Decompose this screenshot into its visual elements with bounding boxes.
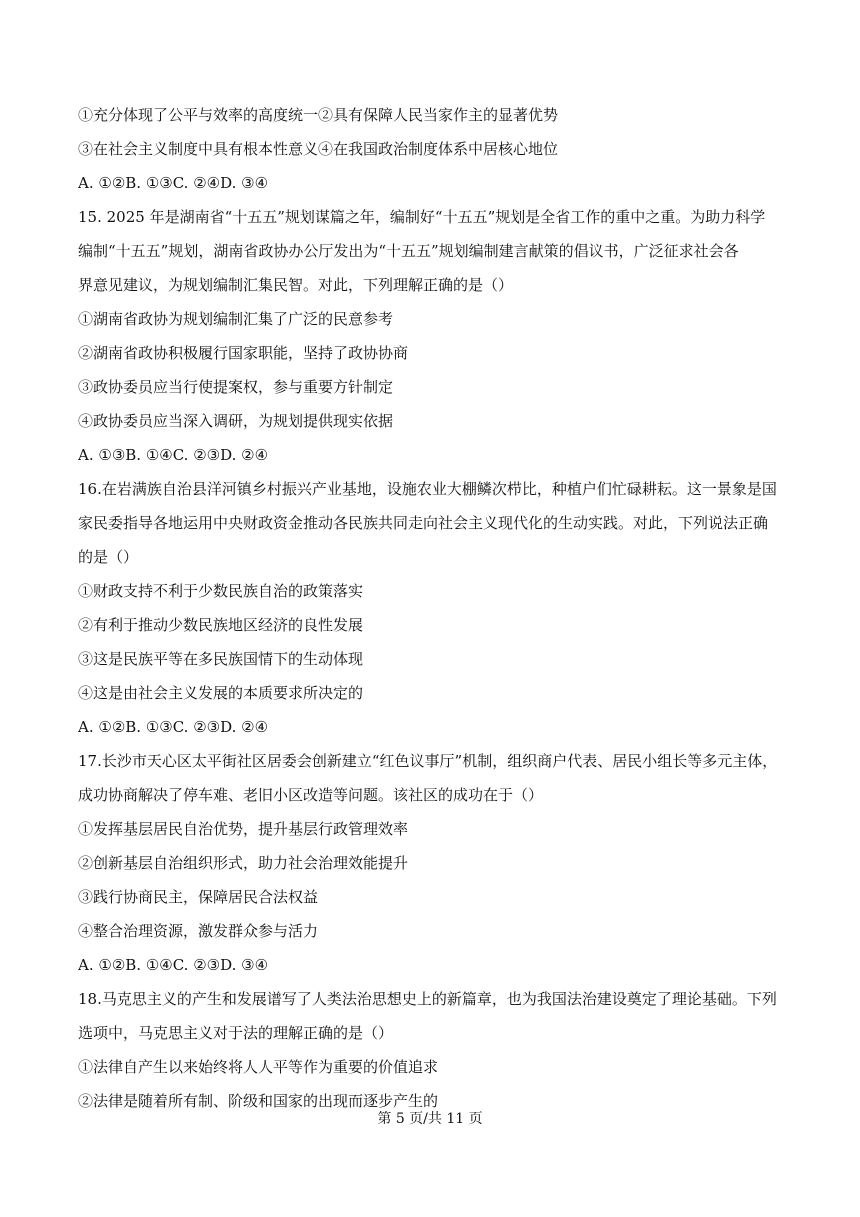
option-item: ②有利于推动少数民族地区经济的良性发展	[78, 616, 364, 634]
option-item: ①财政支持不利于少数民族自治的政策落实	[78, 582, 364, 600]
question-stem: 的是（）	[78, 548, 139, 566]
question-16	[78, 472, 784, 744]
question-stem: 成功协商解决了停车难、老旧小区改造等问题。该社区的成功在于（）	[78, 786, 544, 804]
question-stem: 18.马克思主义的产生和发展谱写了人类法治思想史上的新篇章，也为我国法治建设奠定了理论基础。下列	[78, 990, 777, 1008]
page-content	[78, 98, 784, 1118]
question-18	[78, 982, 784, 1118]
option-item: ②湖南省政协积极履行国家职能，坚持了政协协商	[78, 344, 409, 362]
question-stem: 家民委指导各地运用中央财政资金推动各民族共同走向社会主义现代化的生动实践。对此，下列说法正确	[78, 514, 769, 532]
question-stem: 15. 2025 年是湖南省“十五五”规划谋篇之年，编制好“十五五”规划是全省工作的重中之重。为助力科学	[78, 208, 766, 226]
option-item: ②创新基层自治组织形式，助力社会治理效能提升	[78, 854, 409, 872]
option-item: ③政协委员应当行使提案权，参与重要方针制定	[78, 378, 394, 396]
answer-choices: A. ①②B. ①④C. ②③D. ③④	[78, 956, 269, 974]
question-14-continuation	[78, 98, 784, 200]
option-line: ③在社会主义制度中具有根本性意义④在我国政治制度体系中居核心地位	[78, 140, 559, 158]
answer-choices: A. ①②B. ①③C. ②③D. ②④	[78, 718, 269, 736]
option-item: ④这是由社会主义发展的本质要求所决定的	[78, 684, 364, 702]
option-item: ②法律是随着所有制、阶级和国家的出现而逐步产生的	[78, 1092, 439, 1110]
question-stem: 选项中，马克思主义对于法的理解正确的是（）	[78, 1024, 394, 1042]
answer-choices: A. ①②B. ①③C. ②④D. ③④	[78, 174, 269, 192]
option-line: ①充分体现了公平与效率的高度统一②具有保障人民当家作主的显著优势	[78, 106, 559, 124]
option-item: ①湖南省政协为规划编制汇集了广泛的民意参考	[78, 310, 394, 328]
option-item: ①法律自产生以来始终将人人平等作为重要的价值追求	[78, 1058, 439, 1076]
question-stem: 16.在岩满族自治县洋河镇乡村振兴产业基地，设施农业大棚鳞次栉比，种植户们忙碌耕耘。这一景象是国	[78, 480, 777, 498]
question-stem: 界意见建议，为规划编制汇集民智。对此，下列理解正确的是（）	[78, 276, 514, 294]
option-item: ④政协委员应当深入调研，为规划提供现实依据	[78, 412, 394, 430]
question-stem: 编制“十五五”规划，湖南省政协办公厅发出为“十五五”规划编制建言献策的倡议书，广泛征求社会各	[78, 242, 739, 260]
option-item: ③这是民族平等在多民族国情下的生动体现	[78, 650, 364, 668]
option-item: ④整合治理资源，激发群众参与活力	[78, 922, 319, 940]
page-number: 第 5 页/共 11 页	[377, 1111, 483, 1127]
option-item: ①发挥基层居民自治优势，提升基层行政管理效率	[78, 820, 409, 838]
answer-choices: A. ①③B. ①④C. ②③D. ②④	[78, 446, 269, 464]
question-17	[78, 744, 784, 982]
question-15	[78, 200, 784, 472]
option-item: ③践行协商民主，保障居民合法权益	[78, 888, 319, 906]
question-stem: 17.长沙市天心区太平街社区居委会创新建立“红色议事厅”机制，组织商户代表、居民小组长等多元主体，	[78, 752, 778, 770]
